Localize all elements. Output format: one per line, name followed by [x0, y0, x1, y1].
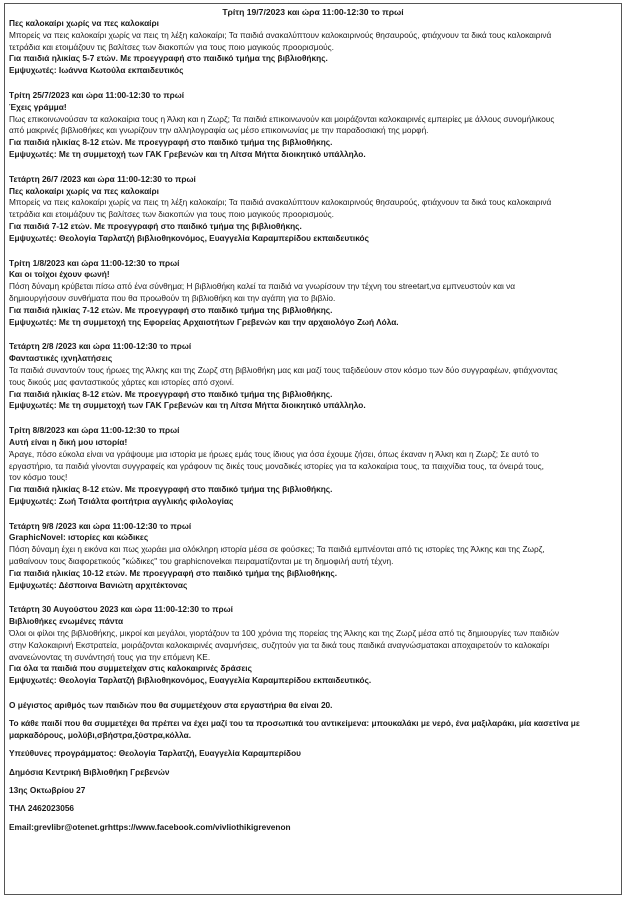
workshop-date: Τετάρτη 30 Αυγούστου 2023 και ώρα 11:00-12:30 το πρωί — [9, 604, 233, 615]
workshop-description-line: μαθαίνουν τους διαφορετικούς "κώδικες" του graphicnovelκαι πειραματίζονται με τη δημοφιλή αυτή τέχνη. — [9, 556, 394, 567]
workshop-date: Τετάρτη 9/8 /2023 και ώρα 11:00-12:30 το πρωί — [9, 520, 192, 531]
workshop-description-line: Πόση δύναμη κρύβεται πίσω από ένα σύνθημα; Η βιβλιοθήκη καλεί τα παιδιά να γνωρίσουν την τέχνη του streetart,να εμπνευστούν και να — [9, 281, 516, 292]
library-contact: Email:grevlibr@otenet.grhttps://www.facebook.com/vivliothikigrevenon — [9, 821, 291, 832]
workshop-description-line: Μπορείς να πεις καλοκαίρι χωρίς να πεις τη λέξη καλοκαίρι; Τα παιδιά ανακαλύπτουν καλοκαιρινούς θησαυρούς, φτιάχνουν τα δικά τους καλοκαιρινά — [9, 197, 552, 208]
workshop-title: Και οι τοίχοι έχουν φωνή! — [9, 269, 110, 280]
workshop-section — [9, 258, 617, 329]
workshop-date: Τετάρτη 2/8 /2023 και ώρα 11:00-12:30 το πρωί — [9, 341, 192, 352]
workshop-description-line: Τα παιδιά συναντούν τους ήρωες της Άλκης και της Ζωρζ στη βιβλιοθήκη μας και μαζί τους ταξιδεύουν στον κόσμο των δύο συγγραφέων, φτιάχνοντας — [9, 364, 558, 375]
workshop-leader: Εμψυχωτές: Ιωάννα Κωτούλα εκπαιδευτικός — [9, 65, 184, 76]
workshop-description-line: Πόση δύναμη έχει η εικόνα και πως χωράει μια ολόκληρη ιστορία μέσα σε φούσκες; Τα παιδιά εμπνέονται από τις ιστορίες της Άλκης και της Ζωρζ, — [9, 544, 545, 555]
workshop-description-line: Άραγε, πόσο εύκολα είναι να γράψουμε μια ιστορία με ήρωες εμάς τους ίδιους για όσα έχουμε ζήσει, όπως έκαναν η Άλκη και η Ζωρζ; Σε αυτό το — [9, 448, 539, 459]
workshop-leader: Εμψυχωτές: Θεολογία Ταρλατζή βιβλιοθηκονόμος, Ευαγγελία Καραμπερίδου εκπαιδευτικός. — [9, 675, 372, 686]
workshop-description-line: στην Καλοκαιρινή Εκστρατεία, μοιράζονται καλοκαιρινές αναμνήσεις, συζητούν για τα δικά τους παιδικά αναγνώσματακαι αποχαιρετούν το καλοκαίρι — [9, 639, 550, 650]
workshop-leader: Εμψυχωτές: Με τη συμμετοχή των ΓΑΚ Γρεβενών και τη Λίτσα Μήττα διοικητικό υπάλληλο. — [9, 148, 366, 159]
workshop-leader: Εμψυχωτές: Ζωή Τσιάλτα φοιτήτρια αγγλικής φιλολογίας — [9, 495, 234, 506]
workshop-title: GraphicNovel: ιστορίες και κώδικες — [9, 532, 149, 543]
workshop-date: Τρίτη 8/8/2023 και ώρα 11:00-12:30 το πρωί — [9, 425, 180, 436]
workshop-description-line: από μακρινές βιβλιοθήκες και γνωρίζουν την αλληλογραφία ως μέσο επικοινωνίας με την παραδοσιακή της μορφή. — [9, 125, 429, 136]
library-name: Δημόσια Κεντρική Βιβλιοθήκη Γρεβενών — [9, 766, 170, 777]
workshop-audience: Για παιδιά ηλικίας 5-7 ετών. Με προεγγραφή στο παιδικό τμήμα της βιβλιοθήκης. — [9, 53, 328, 64]
workshop-audience: Για παιδιά ηλικίας 8-12 ετών. Με προεγγραφή στο παιδικό τμήμα της βιβλιοθήκης. — [9, 484, 333, 495]
workshop-description-line: τον κόσμο τους! — [9, 472, 68, 483]
workshop-leader: Εμψυχωτές: Δέσποινα Βανιώτη αρχιτέκτονας — [9, 579, 188, 590]
workshop-leader: Εμψυχωτές: Με τη συμμετοχή της Εφορείας Αρχαιοτήτων Γρεβενών και την αρχαιολόγο Ζωή Λόλα. — [9, 316, 399, 327]
workshop-section — [9, 604, 617, 687]
workshop-section — [9, 90, 617, 161]
program-leads: Υπεύθυνες προγράμματος: Θεολογία Ταρλατζή, Ευαγγελία Καραμπερίδου — [9, 748, 301, 759]
workshop-section — [9, 174, 617, 245]
workshop-description-line: τετράδια και ετοιμάζουν τις βαλίτσες των διακοπών για τους ποιο μαγικούς προορισμούς. — [9, 209, 334, 220]
workshop-description-line: Όλοι οι φίλοι της βιβλιοθήκης, μικροί και μεγάλοι, γιορτάζουν τα 100 χρόνια της πορείας της Άλκης και της Ζωρζ μέσα από τις δημιουργίες των παιδιών — [9, 628, 560, 639]
workshop-section — [9, 18, 617, 77]
workshop-audience: Για παιδιά ηλικίας 10-12 ετών. Με προεγγραφή στο παιδικό τμήμα της βιβλιοθήκης. — [9, 567, 338, 578]
workshop-description-line: τους δικούς μας φανταστικούς χάρτες και ιστορίες από σχοινί. — [9, 376, 235, 387]
workshop-section — [9, 341, 617, 412]
workshop-description-line: Μπορείς να πεις καλοκαίρι χωρίς να πεις τη λέξη καλοκαίρι; Τα παιδιά ανακαλύπτουν καλοκαιρινούς θησαυρούς, φτιάχνουν τα δικά τους καλοκαιρινά — [9, 29, 552, 40]
workshop-title: Έχεις γράμμα! — [9, 101, 67, 112]
workshop-title: Φανταστικές ιχνηλατήσεις — [9, 353, 113, 364]
workshop-title: Αυτή είναι η δική μου ιστορία! — [9, 436, 128, 447]
workshop-audience: Για παιδιά ηλικίας 8-12 ετών. Με προεγγραφή στο παιδικό τμήμα της βιβλιοθήκης. — [9, 137, 333, 148]
required-items-note: Το κάθε παιδί που θα συμμετέχει θα πρέπει να έχει μαζί του τα προσωπικά του αντικείμενα: μπουκαλάκι με νερό, ένα μαξιλαράκι, μία κασετίνα με — [9, 718, 580, 729]
workshop-audience: Για παιδιά ηλικίας 8-12 ετών. Με προεγγραφή στο παιδικό τμήμα της βιβλιοθήκης. — [9, 388, 333, 399]
required-items-note-continued: μαρκαδόρους, μολύβι,σβήστρα,ξύστρα,κόλλα. — [9, 730, 192, 741]
workshop-description-line: δημιουργήσουν συνθήματα που θα προωθούν τη βιβλιοθήκη και την αγάπη για το βιβλίο. — [9, 292, 336, 303]
workshop-leader: Εμψυχωτές: Θεολογία Ταρλατζή βιβλιοθηκονόμος, Ευαγγελία Καραμπερίδου εκπαιδευτικός — [9, 232, 369, 243]
workshop-audience: Για όλα τα παιδιά που συμμετείχαν στις καλοκαιρινές δράσεις — [9, 663, 252, 674]
workshop-audience: Για παιδιά ηλικίας 7-12 ετών. Με προεγγραφή στο παιδικό τμήμα της βιβλιοθήκης. — [9, 304, 333, 315]
workshop-audience: Για παιδιά 7-12 ετών. Με προεγγραφή στο παιδικό τμήμα της βιβλιοθήκης. — [9, 220, 302, 231]
max-participants-note: Ο μέγιστος αριθμός των παιδιών που θα συμμετέχουν στα εργαστήρια θα είναι 20. — [9, 700, 333, 711]
workshop-title: Βιβλιοθήκες ενωμένες πάντα — [9, 616, 124, 627]
workshop-date: Τρίτη 1/8/2023 και ώρα 11:00-12:30 το πρωί — [9, 257, 180, 268]
workshop-title: Πες καλοκαίρι χωρίς να πες καλοκαίρι — [9, 18, 159, 28]
workshop-title: Πες καλοκαίρι χωρίς να πες καλοκαίρι — [9, 185, 159, 196]
library-address: 13ης Οκτωβρίου 27 — [9, 785, 86, 796]
workshop-section — [9, 521, 617, 592]
first-session-date: Τρίτη 19/7/2023 και ώρα 11:00-12:30 το πρωί — [222, 7, 404, 17]
document-page — [4, 3, 622, 895]
workshop-description-line: ανανεώνοντας τη συνάντησή τους για την επόμενη ΚΕ. — [9, 651, 211, 662]
workshop-section — [9, 425, 617, 508]
document-footer — [9, 700, 617, 833]
library-phone: ΤΗΛ 2462023056 — [9, 803, 75, 814]
workshop-description-line: εργαστήριο, τα παιδιά γίνονται συγγραφείς και γράφουν τις δικές τους μοναδικές ιστορίες για τα καλοκαίρια τους, τα παιχνίδια τους, τα όνειρά τους, — [9, 460, 544, 471]
workshop-date: Τετάρτη 26/7 /2023 και ώρα 11:00-12:30 το πρωί — [9, 173, 196, 184]
document-content — [9, 6, 617, 840]
workshop-description-line: Πως επικοινωνούσαν τα καλοκαίρια τους η Άλκη και η Ζωρζ; Τα παιδιά επικοινωνούν και μοιράζονται καλοκαιρινές εμπειρίες με άλλους συνομήλικους — [9, 113, 555, 124]
workshop-leader: Εμψυχωτές: Με τη συμμετοχή των ΓΑΚ Γρεβενών και τη Λίτσα Μήττα διοικητικό υπάλληλο. — [9, 400, 366, 411]
workshop-description-line: τετράδια και ετοιμάζουν τις βαλίτσες των διακοπών για τους ποιο μαγικούς προορισμούς. — [9, 41, 334, 52]
workshop-date: Τρίτη 25/7/2023 και ώρα 11:00-12:30 το πρωί — [9, 89, 185, 100]
